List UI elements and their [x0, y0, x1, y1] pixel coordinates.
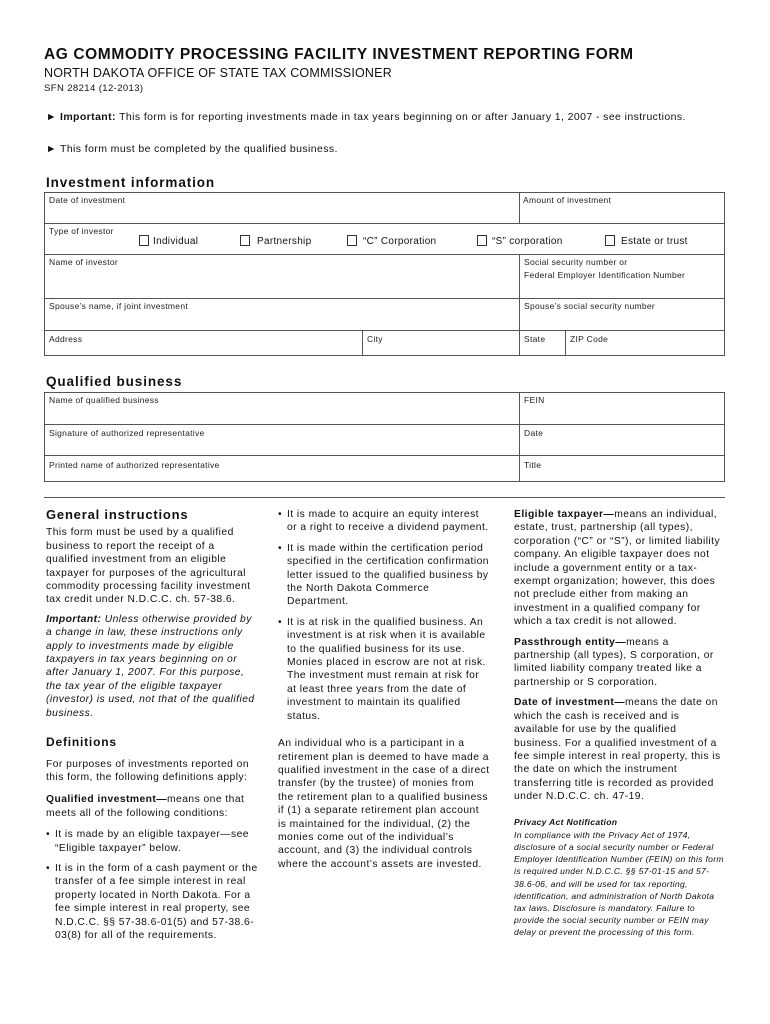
instructions-column-3 — [514, 508, 726, 939]
definitions-heading: Definitions — [46, 735, 117, 750]
completion-note — [46, 142, 736, 156]
list-item: • It is made within the certification period specified in the certification confirmation letter issued to the qualified business by the North Dakota Commerce Department. — [278, 542, 490, 609]
investment-section-title: Investment information — [46, 175, 216, 190]
printed-name-field[interactable]: Printed name of authorized representative — [44, 455, 520, 482]
spouse-name-field[interactable]: Spouse’s name, if joint investment — [44, 298, 520, 331]
investor-ssn-fein-field[interactable]: Social security number or Federal Employer Identification Number — [519, 254, 725, 299]
qualified-investment-conditions — [46, 828, 260, 942]
amount-of-investment-field[interactable]: Amount of investment — [519, 192, 725, 224]
important-note — [46, 110, 736, 124]
instructions-column-2 — [278, 508, 490, 871]
individual-checkbox[interactable] — [139, 235, 149, 246]
investment-table — [44, 192, 725, 356]
divider — [44, 497, 725, 498]
name-of-investor-field[interactable]: Name of investor — [44, 254, 520, 299]
definitions-intro: For purposes of investments reported on this form, the following definitions apply: — [46, 758, 249, 783]
important-label: Important: — [60, 111, 116, 123]
business-table — [44, 392, 725, 482]
spouse-ssn-field[interactable]: Spouse’s social security number — [519, 298, 725, 331]
partnership-label: Partnership — [257, 236, 312, 247]
date-of-investment-field[interactable]: Date of investment — [44, 192, 520, 224]
state-field[interactable]: State — [519, 330, 566, 356]
general-instructions-text: This form must be used by a qualified business to report the receipt of a qualified investment from an eligible taxpayer for purposes of the agricultural commodity processing facility investment tax credit under N.D.C.C. ch. 57-38.6. — [46, 527, 251, 606]
signature-date-field[interactable]: Date — [519, 424, 725, 456]
agency-name: NORTH DAKOTA OFFICE OF STATE TAX COMMISSIONER — [44, 66, 392, 80]
retirement-plan-text: An individual who is a participant in a retirement plan is deemed to have made a qualified investment in the case of a direct transfer (by the trustee) of monies from the retirement plan to a qualified business if (1) a separate retirement plan account is maintained for the individual, (2) the monies come out of the individual’s account, and (3) the individual controls where the account’s assets are invested. — [278, 738, 490, 870]
estate-or-trust-label: Estate or trust — [621, 236, 688, 247]
completion-note-text: This form must be completed by the qualified business. — [60, 143, 338, 155]
privacy-text: In compliance with the Privacy Act of 1974, disclosure of a social security number or Federal Employer Identification Number (FEIN) on this form is required under N.D.C.C. §§ 57-01-15 and 57-38.6-06, and will be used for tax reporting, identification, and administration of North Dakota tax laws. Disclosure is mandatory. Failure to provide the social security number or FEIN may delay or prevent the processing of this form. — [514, 829, 724, 938]
representative-title-field[interactable]: Title — [519, 455, 725, 482]
estate-or-trust-checkbox[interactable] — [605, 235, 615, 246]
qualified-investment-conditions-continued — [278, 508, 490, 723]
type-of-investor-row: Type of investor Individual Partnership “C” Corporation “S” corporation Estate or trust — [44, 223, 725, 255]
form-number: SFN 28214 (12-2013) — [44, 83, 144, 94]
individual-label: Individual — [153, 236, 199, 247]
privacy-act-notification — [514, 816, 726, 939]
qualified-investment-definition: Qualified investment—means one that meets all of the following conditions: — [46, 794, 245, 819]
important-instruction: Important: Unless otherwise provided by a change in law, these instructions only apply to investments made by eligible taxpayers in tax years beginning on or after January 1, 2007. For this purpose, the tax year of the eligible taxpayer (investor) is used, not that of the qualified business. — [46, 613, 255, 719]
c-corporation-label: “C” Corporation — [363, 236, 437, 247]
list-item: • It is made to acquire an equity interest or a right to receive a dividend payment. — [278, 508, 490, 535]
c-corporation-checkbox[interactable] — [347, 235, 357, 246]
partnership-checkbox[interactable] — [240, 235, 250, 246]
s-corporation-checkbox[interactable] — [477, 235, 487, 246]
signature-field[interactable]: Signature of authorized representative — [44, 424, 520, 456]
eligible-taxpayer-definition: Eligible taxpayer—means an individual, estate, trust, partnership (all types), corporation (“C” or “S”), or limited liability company. An eligible taxpayer does not include a government entity or a tax-exempt organization; however, this does not preclude either from making an investment in a qualified company for which a tax credit is not allowed. — [514, 509, 721, 628]
list-item: • It is in the form of a cash payment or the transfer of a fee simple interest in real property located in North Dakota. For a fee simple interest in real property, see N.D.C.C. §§ 57-38.6-01(5) and 57-38.6-03(8) for all of the requirements. — [46, 862, 260, 942]
business-section-title: Qualified business — [46, 374, 183, 389]
form-title: AG COMMODITY PROCESSING FACILITY INVESTMENT REPORTING FORM — [44, 46, 634, 63]
general-instructions-heading: General instructions — [46, 507, 189, 522]
city-field[interactable]: City — [362, 330, 520, 356]
fein-field[interactable]: FEIN — [519, 392, 725, 425]
s-corporation-label: “S” corporation — [492, 236, 563, 247]
passthrough-entity-definition: Passthrough entity—means a partnership (all types), S corporation, or limited liability company treated like a partnership or S corporation. — [514, 636, 714, 688]
privacy-heading: Privacy Act Notification — [514, 816, 618, 827]
important-note-text: This form is for reporting investments made in tax years beginning on or after January 1, 2007 - see instructions. — [119, 111, 686, 123]
list-item: • It is made by an eligible taxpayer—see “Eligible taxpayer” below. — [46, 828, 260, 855]
arrow-right-icon: ► — [46, 143, 57, 155]
business-name-field[interactable]: Name of qualified business — [44, 392, 520, 425]
date-of-investment-definition: Date of investment—means the date on which the cash is received and is available for use by the qualified business. For a qualified investment of a fee simple interest in real property, this is the date on which the instrument transferring title is recorded as provided under N.D.C.C. ch. 47-19. — [514, 697, 721, 803]
list-item: • It is at risk in the qualified business. An investment is at risk when it is available to the qualified business for its use. Monies placed in escrow are not at risk. The investment must remain at risk for at least three years from the date of investment to maintain its qualified status. — [278, 616, 490, 723]
instructions-column-1 — [46, 508, 260, 942]
zip-code-field[interactable]: ZIP Code — [565, 330, 725, 356]
address-field[interactable]: Address — [44, 330, 363, 356]
arrow-right-icon: ► — [46, 111, 57, 123]
